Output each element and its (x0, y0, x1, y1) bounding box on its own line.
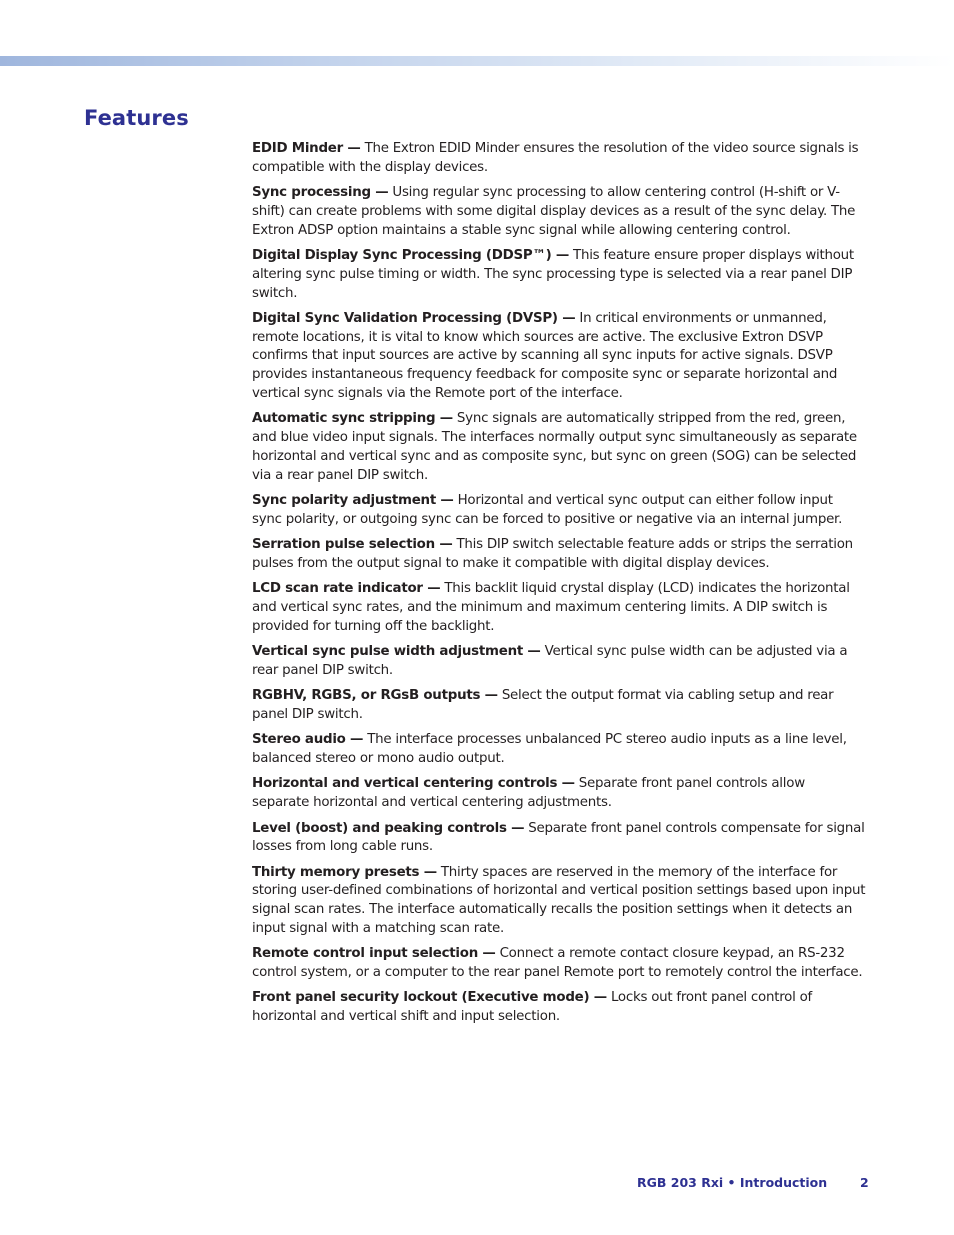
feature-item (252, 945, 866, 983)
feature-item (252, 247, 866, 303)
feature-description: Separate front panel controls allow separate horizontal and vertical centering adjustments. (252, 776, 805, 811)
feature-term: Digital Sync Validation Processing (DVSP) — (252, 310, 576, 326)
feature-item (252, 643, 866, 681)
feature-term: Serration pulse selection — (252, 537, 453, 553)
feature-description: The interface processes unbalanced PC stereo audio inputs as a line level, balanced stereo or mono audio output. (252, 732, 847, 767)
feature-item (252, 989, 866, 1027)
feature-term: Stereo audio — (252, 732, 364, 748)
feature-term: Remote control input selection — (252, 946, 496, 962)
feature-term: Horizontal and vertical centering controls — (252, 776, 575, 792)
feature-term: Vertical sync pulse width adjustment — (252, 644, 541, 660)
feature-description: In critical environments or unmanned, remote locations, it is vital to know which sources are active. The exclusive Extron DSVP confirms that input sources are active by scanning all sync inputs for active signals. DSVP provides instantaneous frequency feedback for composite sync or separate horizontal and vertical sync signals via the Remote port of the interface. (252, 310, 838, 402)
feature-term: RGBHV, RGBS, or RGsB outputs — (252, 688, 498, 704)
feature-term: Thirty memory presets — (252, 864, 437, 880)
feature-description: Locks out front panel control of horizontal and vertical shift and input selection. (252, 990, 812, 1025)
feature-description: Thirty spaces are reserved in the memory of the interface for storing user-defined combinations of horizontal and vertical position settings based upon input signal scan rates. The interface automatically recalls the position settings when it detects an input signal with a matching scan rate. (252, 864, 866, 936)
feature-item (252, 580, 866, 636)
footer-page-number: 2 (860, 1175, 869, 1190)
feature-term: Sync processing — (252, 185, 389, 201)
feature-description: Using regular sync processing to allow centering control (H-shift or V-shift) can create problems with some digital display devices as a result of the sync delay. The Extron ADSP option maintains a stable sync signal while allowing centering control. (252, 185, 856, 238)
feature-item (252, 687, 866, 725)
feature-term: EDID Minder — (252, 141, 361, 156)
feature-term: Digital Display Sync Processing (DDSP™) — (252, 247, 570, 263)
feature-description: Connect a remote contact closure keypad, an RS-232 control system, or a computer to the rear panel Remote port to remotely control the interface. (252, 946, 863, 981)
feature-description: Vertical sync pulse width can be adjusted via a rear panel DIP switch. (252, 644, 848, 678)
feature-item (252, 410, 866, 485)
feature-item (252, 492, 866, 530)
header-gradient-bar (0, 56, 954, 66)
feature-description: Horizontal and vertical sync output can either follow input sync polarity, or outgoing sync can be forced to positive or negative via an internal jumper. (252, 493, 843, 527)
section-title: Features (84, 106, 189, 130)
feature-item (252, 775, 866, 813)
feature-term: Level (boost) and peaking controls — (252, 820, 525, 836)
feature-description: This feature ensure proper displays without altering sync pulse timing or width. The sync processing type is selected via a rear panel DIP switch. (252, 247, 854, 301)
feature-item (252, 731, 866, 769)
feature-term: LCD scan rate indicator — (252, 581, 441, 597)
feature-item (252, 140, 866, 178)
feature-description: The Extron EDID Minder ensures the resolution of the video source signals is compatible with the display devices. (252, 141, 859, 175)
feature-term: Automatic sync stripping — (252, 411, 453, 427)
feature-description: Sync signals are automatically stripped from the red, green, and blue video input signals. The interfaces normally output sync simultaneously as separate horizontal and vertical sync and as composite sync, but sync on green (SOG) can be selected via a rear panel DIP switch. (252, 411, 857, 483)
feature-item (252, 536, 866, 574)
feature-list (252, 140, 866, 1033)
feature-term: Front panel security lockout (Executive mode) — (252, 990, 607, 1006)
feature-item (252, 310, 866, 404)
feature-item (252, 820, 866, 858)
feature-item (252, 184, 866, 240)
feature-description: This DIP switch selectable feature adds or strips the serration pulses from the output signal to make it compatible with digital display devices. (252, 537, 853, 571)
feature-description: Separate front panel controls compensate for signal losses from long cable runs. (252, 820, 865, 855)
footer-document-title: RGB 203 Rxi • Introduction (637, 1175, 828, 1190)
feature-item (252, 864, 866, 939)
feature-term: Sync polarity adjustment — (252, 493, 454, 509)
feature-description: Select the output format via cabling setup and rear panel DIP switch. (252, 688, 834, 723)
feature-description: This backlit liquid crystal display (LCD) indicates the horizontal and vertical sync rates, and the minimum and maximum centering limits. A DIP switch is provided for turning off the backlight. (252, 581, 850, 634)
